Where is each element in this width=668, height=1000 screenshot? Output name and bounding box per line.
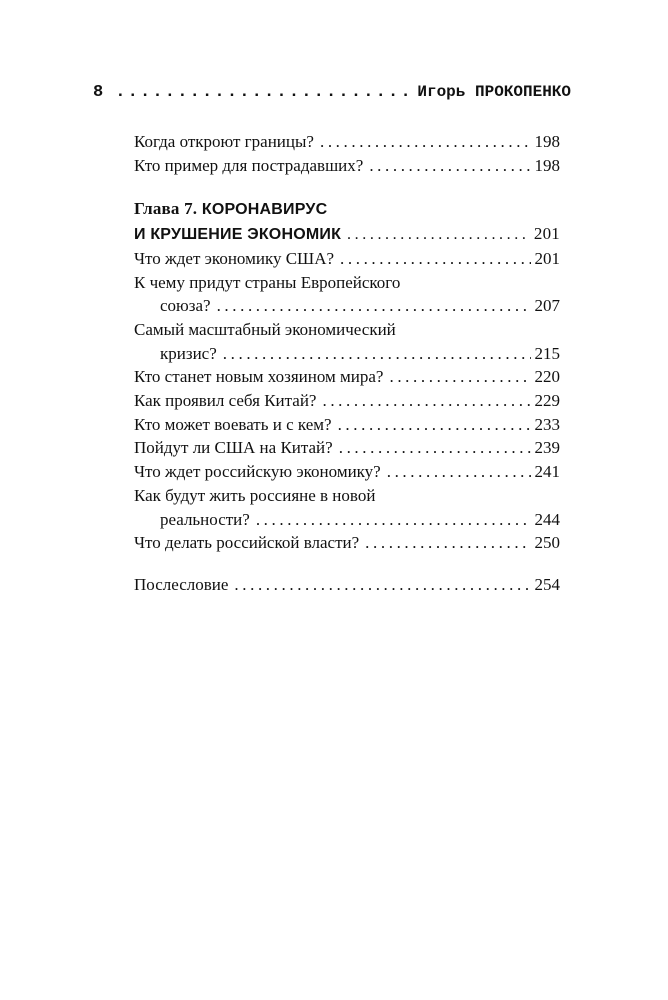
toc-entry-title: Кто пример для пострадавших? <box>134 155 364 175</box>
chapter-heading-line1 <box>134 197 560 222</box>
toc-entry-line2: кризис? <box>160 343 217 363</box>
toc-entry <box>134 436 560 460</box>
leader-dots <box>339 436 531 460</box>
leader-dots <box>234 573 530 597</box>
toc-entry-title: Послесловие <box>134 574 229 594</box>
toc-entry-page: 244 <box>534 509 560 529</box>
toc-entry <box>134 130 560 154</box>
spacer <box>134 177 560 197</box>
toc-entry <box>134 342 560 366</box>
toc-entry-line1: Самый масштабный экономический <box>134 319 396 339</box>
leader-dots <box>338 413 531 437</box>
toc-entry-title: Когда откроют границы? <box>134 132 314 151</box>
toc-entry-page: 207 <box>534 296 560 316</box>
toc-entry-title: Кто может воевать и с кем? <box>134 414 332 434</box>
toc-entry-title: Пойдут ли США на Китай? <box>134 438 333 458</box>
toc-entry <box>134 154 560 178</box>
toc-entry-title: Что ждет экономику США? <box>134 248 335 268</box>
toc-entry <box>134 389 560 413</box>
leader-dots <box>389 365 530 389</box>
toc-entry-page: 239 <box>534 438 560 458</box>
toc-entry <box>134 531 560 555</box>
author-name: Игорь ПРОКОПЕНКО <box>417 83 571 101</box>
toc-entry-page: 198 <box>534 155 560 175</box>
leader-dots <box>369 154 530 178</box>
leader-dots <box>322 389 530 413</box>
toc-entry-page: 229 <box>534 391 560 411</box>
page-number: 8 <box>93 83 104 102</box>
chapter-title-line2: И КРУШЕНИЕ ЭКОНОМИК <box>134 226 342 244</box>
leader-dots <box>223 342 531 366</box>
toc-entry-page: 215 <box>534 343 560 363</box>
toc-entry-page: 201 <box>534 248 560 268</box>
leader-dots <box>365 531 530 555</box>
toc-entry <box>134 294 560 318</box>
leader-dots <box>347 223 530 247</box>
toc-entry <box>134 508 560 532</box>
toc-entry-title: Что ждет российскую экономику? <box>134 462 381 482</box>
leader-dots <box>256 508 531 532</box>
chapter-page: 201 <box>533 224 560 244</box>
chapter-heading-line2 <box>134 222 560 247</box>
leader-dots <box>340 247 530 271</box>
toc-entry <box>134 365 560 389</box>
running-header <box>93 83 571 109</box>
toc-entry-line2: реальности? <box>160 509 250 529</box>
leader-dots <box>387 460 531 484</box>
toc-entry-title: Что делать российской власти? <box>134 533 360 553</box>
toc-entry <box>134 247 560 271</box>
toc-entry <box>134 460 560 484</box>
toc-entry-afterword <box>134 573 560 597</box>
leader-dots <box>320 130 531 154</box>
toc-entry-page: 233 <box>534 414 560 434</box>
spacer <box>134 555 560 573</box>
chapter-title-line1: КОРОНАВИРУС <box>201 201 328 219</box>
toc-entry <box>134 413 560 437</box>
toc-entry-line1: Как будут жить россияне в новой <box>134 485 376 505</box>
toc-entry-page: 254 <box>534 574 560 594</box>
chapter-label: Глава 7. <box>134 199 198 219</box>
toc-entry-title: Кто станет новым хозяином мира? <box>134 367 384 387</box>
toc-entry-page: 220 <box>534 367 560 387</box>
toc-entry-line1: К чему придут страны Европейского <box>134 272 401 292</box>
toc-entry-page: 198 <box>534 132 560 151</box>
toc-entry-line2: союза? <box>160 296 211 316</box>
header-leader-dots <box>115 83 409 102</box>
leader-dots <box>217 294 531 318</box>
table-of-contents <box>134 130 560 597</box>
toc-entry-title: Как проявил себя Китай? <box>134 391 317 411</box>
toc-entry-page: 241 <box>534 462 560 482</box>
toc-entry-page: 250 <box>534 533 560 553</box>
